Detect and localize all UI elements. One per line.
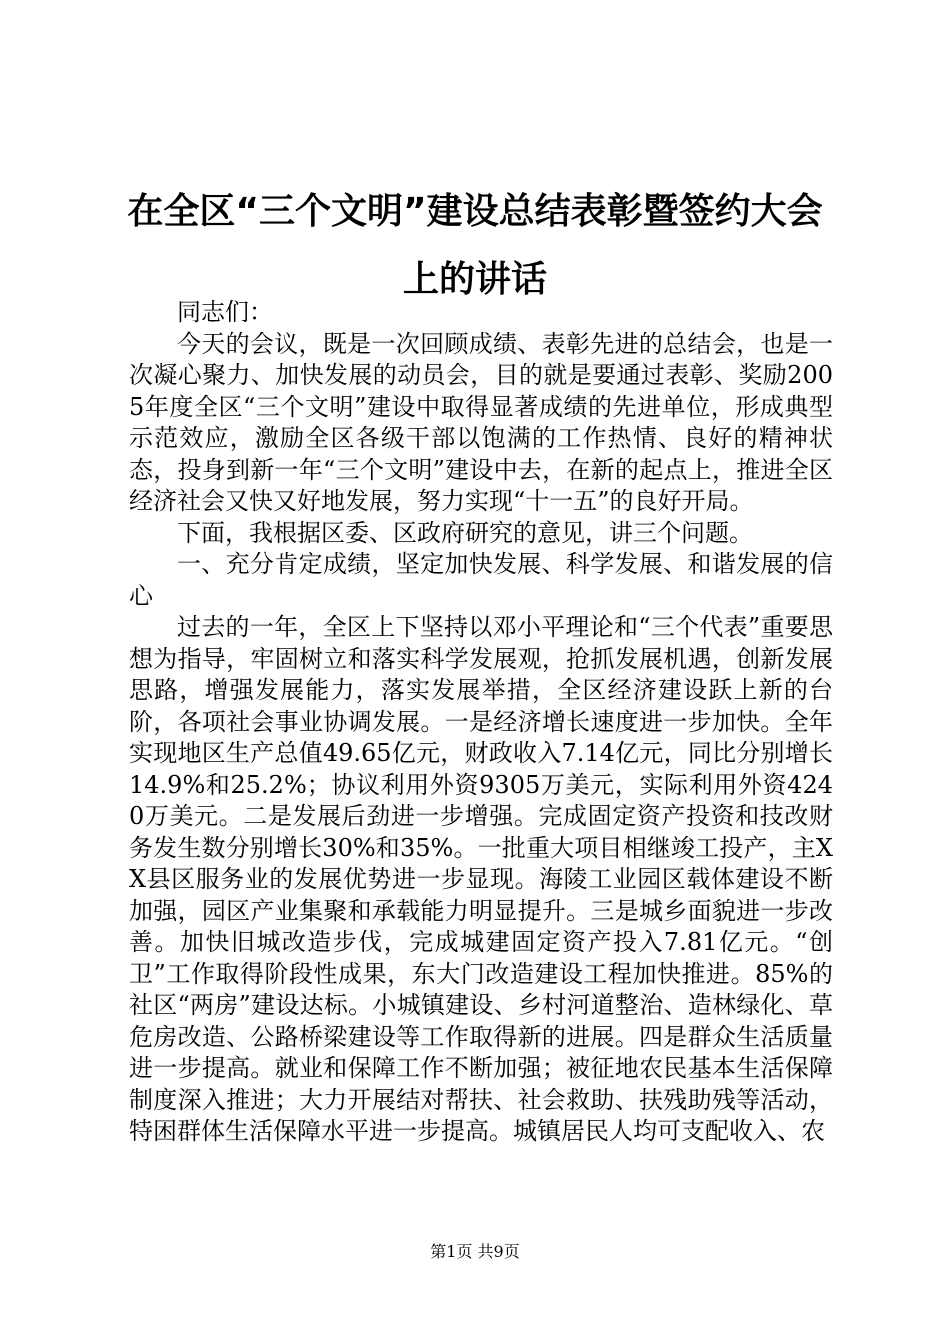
- page-footer: 第1页 共9页: [430, 1242, 520, 1261]
- salutation: 同志们：: [177, 298, 273, 326]
- title-line-2: 上的讲话: [402, 259, 547, 300]
- document-body: [129, 297, 833, 1148]
- section-heading-1: 一、充分肯定成绩，坚定加快发展、科学发展、和谐发展的信心: [129, 550, 833, 610]
- paragraph-outline: 下面，我根据区委、区政府研究的意见，讲三个问题。: [177, 518, 753, 547]
- paragraph-review: 过去的一年，全区上下坚持以邓小平理论和“三个代表”重要思想为指导，牢固树立和落实科学发展观，抢抓发展机遇，创新发展思路，增强发展能力，落实发展举措，全区经济建设跃上新的台阶，各项社会事业协调发展。一是经济增长速度进一步加快。全年实现地区生产总值49.65亿元，财政收入7.14亿元，同比分别增长14.9%和25.2%；协议利用外资9305万美元，实际利用外资4240万美元。二是发展后劲进一步增强。完成固定资产投资和技改财务发生数分别增长30%和35%。一批重大项目相继竣工投产，主XX县区服务业的发展优势进一步显现。海陵工业园区载体建设不断加强，园区产业集聚和承载能力明显提升。三是城乡面貌进一步改善。加快旧城改造步伐，完成城建固定资产投入7.81亿元。“创卫”工作取得阶段性成果，东大门改造建设工程加快推进。85%的社区“两房”建设达标。小城镇建设、乡村河道整治、造林绿化、草危房改造、公路桥梁建设等工作取得新的进展。四是群众生活质量进一步提高。就业和保障工作不断加强；被征地农民基本生活保障制度深入推进；大力开展结对帮扶、社会救助、扶残助残等活动，特困群体生活保障水平进一步提高。城镇居民人均可支配收入、农: [129, 613, 833, 1145]
- paragraph-intro: 今天的会议，既是一次回顾成绩、表彰先进的总结会，也是一次凝心聚力、加快发展的动员会，目的就是要通过表彰、奖励2005年度全区“三个文明”建设中取得显著成绩的先进单位，形成典型示范效应，激励全区各级干部以饱满的工作热情、良好的精神状态，投身到新一年“三个文明”建设中去，在新的起点上，推进全区经济社会又快又好地发展，努力实现“十一五”的良好开局。: [129, 329, 833, 515]
- page-title: [110, 178, 840, 314]
- title-line-1: 在全区“三个文明”建设总结表彰暨签约大会: [127, 191, 823, 232]
